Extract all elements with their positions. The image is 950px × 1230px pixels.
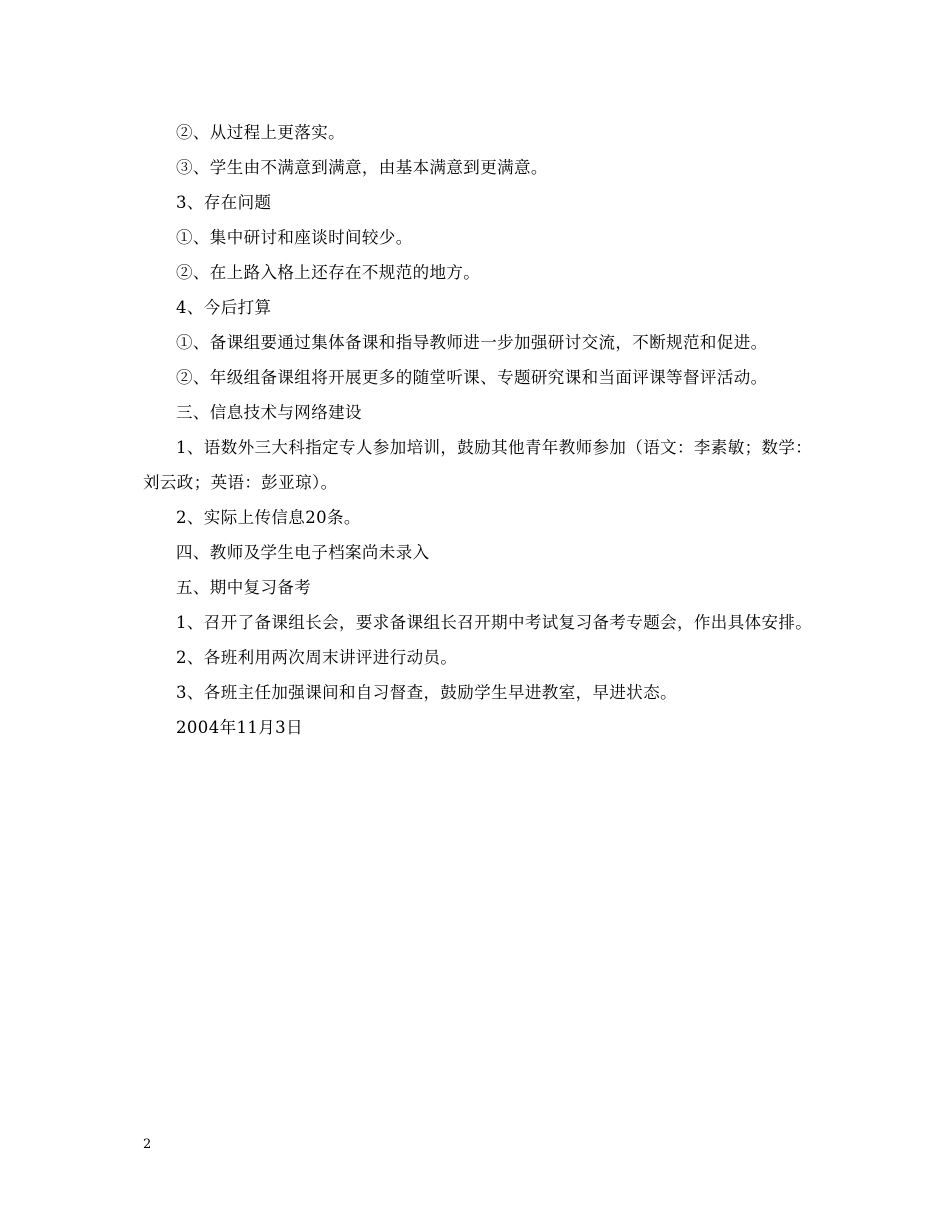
document-date: 2004年11月3日 [176, 718, 303, 737]
paragraph: 1、召开了备课组长会，要求备课组长召开期中考试复习备考专题会，作出具体安排。 [176, 613, 813, 632]
section-heading: 4、今后打算 [176, 298, 272, 317]
paragraph: 2、各班利用两次周末讲评进行动员。 [176, 648, 458, 667]
paragraph: ②、从过程上更落实。 [176, 123, 345, 142]
paragraph: 3、各班主任加强课间和自习督查，鼓励学生早进教室，早进状态。 [176, 683, 677, 702]
paragraph: ②、年级组备课组将开展更多的随堂听课、专题研究课和当面评课等督评活动。 [176, 368, 768, 387]
section-heading: 四、教师及学生电子档案尚未录入 [176, 543, 430, 562]
paragraph: ②、在上路入格上还存在不规范的地方。 [176, 263, 481, 282]
paragraph: ③、学生由不满意到满意，由基本满意到更满意。 [176, 158, 548, 177]
paragraph: ①、集中研讨和座谈时间较少。 [176, 228, 413, 247]
paragraph: 1、语数外三大科指定专人参加培训，鼓励其他青年教师参加（语文：李素敏；数学：刘云政；英语：彭亚琼）。 [143, 438, 813, 492]
paragraph: 2、实际上传信息20条。 [176, 508, 361, 527]
section-heading: 3、存在问题 [176, 193, 272, 212]
document-body [143, 115, 813, 745]
section-heading: 三、信息技术与网络建设 [176, 403, 362, 422]
section-heading: 五、期中复习备考 [176, 578, 312, 597]
paragraph: ①、备课组要通过集体备课和指导教师进一步加强研讨交流，不断规范和促进。 [176, 333, 768, 352]
page-number: 2 [143, 1137, 152, 1152]
